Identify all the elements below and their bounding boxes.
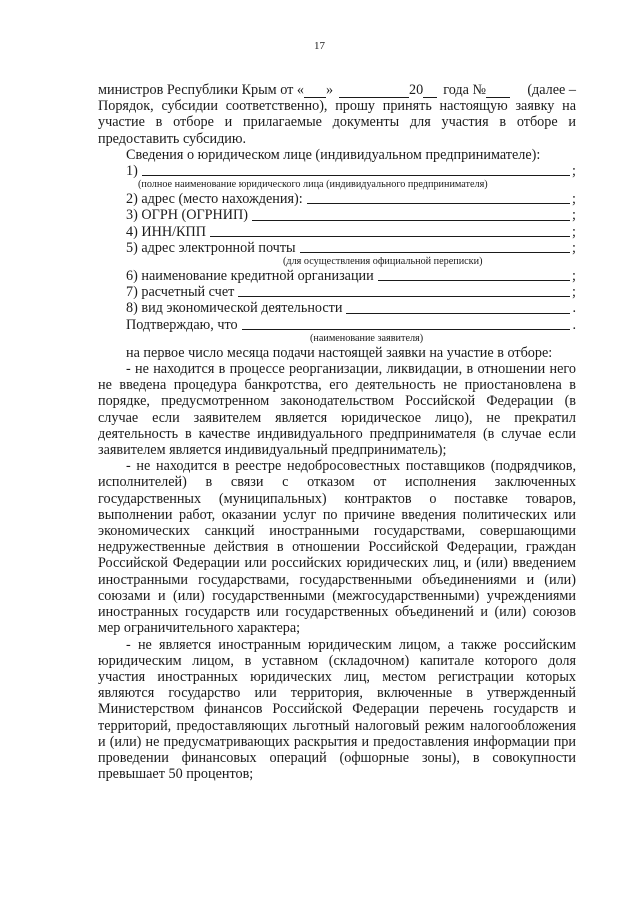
field-4-label: 4) ИНН/КПП xyxy=(126,223,206,240)
field-8-label: 8) вид экономической деятельности xyxy=(126,300,343,317)
confirm-label: Подтверждаю, что xyxy=(126,316,238,333)
intro-text-e: (далее – xyxy=(527,82,576,98)
confirm-after: на первое число месяца подачи настоящей заявки на участие в отборе: xyxy=(126,344,553,361)
document-body xyxy=(98,82,576,782)
field-2-end: ; xyxy=(572,191,576,208)
field-5-label: 5) адрес электронной почты xyxy=(126,239,296,256)
bullet-3: - не является иностранным юридическим лицом, а также российским юридическим лицом, в уставном (складочном) капитале которого доля участия иностранных юридических лиц, местом регистрации которых являются государство или территория, включенные в утвержденный Министерством финансов Российской Федерации перечень государств и территорий, предоставляющих льготный налоговый режим налогообложения и (или) не предусматривающих раскрытия и предоставления информации при проведении финансовых операций (офшорные зоны), в совокупности превышает 50 процентов; xyxy=(98,636,576,783)
field-4-end: ; xyxy=(572,223,576,240)
field-1-end: ; xyxy=(572,163,576,180)
field-5-caption: (для осуществления официальной переписки) xyxy=(283,256,483,268)
field-7-label: 7) расчетный счет xyxy=(126,284,235,301)
intro-paragraph: Порядок, субсидии соответственно), прошу принять настоящую заявку на участие в отборе и прилагаемые документы для участия в отборе и предоставить субсидию. xyxy=(98,98,576,147)
confirm-end: . xyxy=(572,316,576,333)
field-8-underline xyxy=(346,313,570,314)
field-3-line xyxy=(98,207,576,223)
field-4-line xyxy=(98,224,576,240)
confirm-underline xyxy=(242,329,571,330)
field-2-line xyxy=(98,191,576,207)
field-8-line xyxy=(98,300,576,316)
field-1-line xyxy=(98,163,576,179)
field-8-end: . xyxy=(572,300,576,317)
field-3-label: 3) ОГРН (ОГРНИП) xyxy=(126,207,249,224)
bullet-1: - не находится в процессе реорганизации, ликвидации, в отношении него не введена процедура банкротства, его деятельность не приостановлена в порядке, предусмотренном законодательством Российской Федерации (в случае если заявителем является юридическое лицо), не прекратил деятельность в качестве индивидуального предпринимателя (в случае если заявителем является индивидуальный предприниматель); xyxy=(98,361,576,459)
field-5-line xyxy=(98,240,576,256)
field-1-label: 1) xyxy=(126,163,138,180)
field-4-underline xyxy=(210,236,570,237)
field-5-underline xyxy=(300,252,570,253)
field-3-underline xyxy=(252,220,570,221)
intro-text-d: года № xyxy=(443,82,486,98)
confirm-line xyxy=(98,317,576,333)
field-7-line xyxy=(98,284,576,300)
field-5-end: ; xyxy=(572,239,576,256)
field-6-underline xyxy=(378,280,570,281)
page-number: 17 xyxy=(314,40,325,52)
confirm-caption: (наименование заявителя) xyxy=(310,332,424,344)
field-3-end: ; xyxy=(572,207,576,224)
field-6-line xyxy=(98,268,576,284)
field-1-underline xyxy=(142,175,570,176)
field-6-label: 6) наименование кредитной организации xyxy=(126,268,374,285)
year-blank xyxy=(423,85,437,98)
info-header: Сведения о юридическом лице (индивидуальном предпринимателе): xyxy=(126,146,541,163)
intro-text-c: 20 xyxy=(409,82,424,98)
field-7-underline xyxy=(238,296,570,297)
intro-text-b: » xyxy=(325,82,334,98)
bullet-2: - не находится в реестре недобросовестных поставщиков (подрядчиков, исполнителей) в связи с отказом от исполнения заключенных государственных (муниципальных) контрактов о поставке товаров, выполнении работ, оказании услуг по причине введения политических или экономических санкций иностранными государствами, совершающими недружественные действия в отношении Российской Федерации, граждан Российской Федерации или российских юридических лиц, и (или) введением иностранными государствами, государственными объединениями и (или) союзами и (или) государственными (межгосударственными) учреждениями иностранных государств или государственных объединений и (или) союзов мер ограничительного характера; xyxy=(98,458,576,637)
intro-text-a: министров Республики Крым от « xyxy=(98,82,304,98)
field-2-label: 2) адрес (место нахождения): xyxy=(126,191,303,208)
field-7-end: ; xyxy=(572,284,576,301)
month-blank xyxy=(339,85,409,98)
number-blank xyxy=(486,85,510,98)
intro-first-line xyxy=(98,82,576,98)
day-blank xyxy=(304,85,326,98)
field-1-caption: (полное наименование юридического лица (индивидуального предпринимателя) xyxy=(138,179,488,191)
field-2-underline xyxy=(307,203,570,204)
field-6-end: ; xyxy=(572,268,576,285)
